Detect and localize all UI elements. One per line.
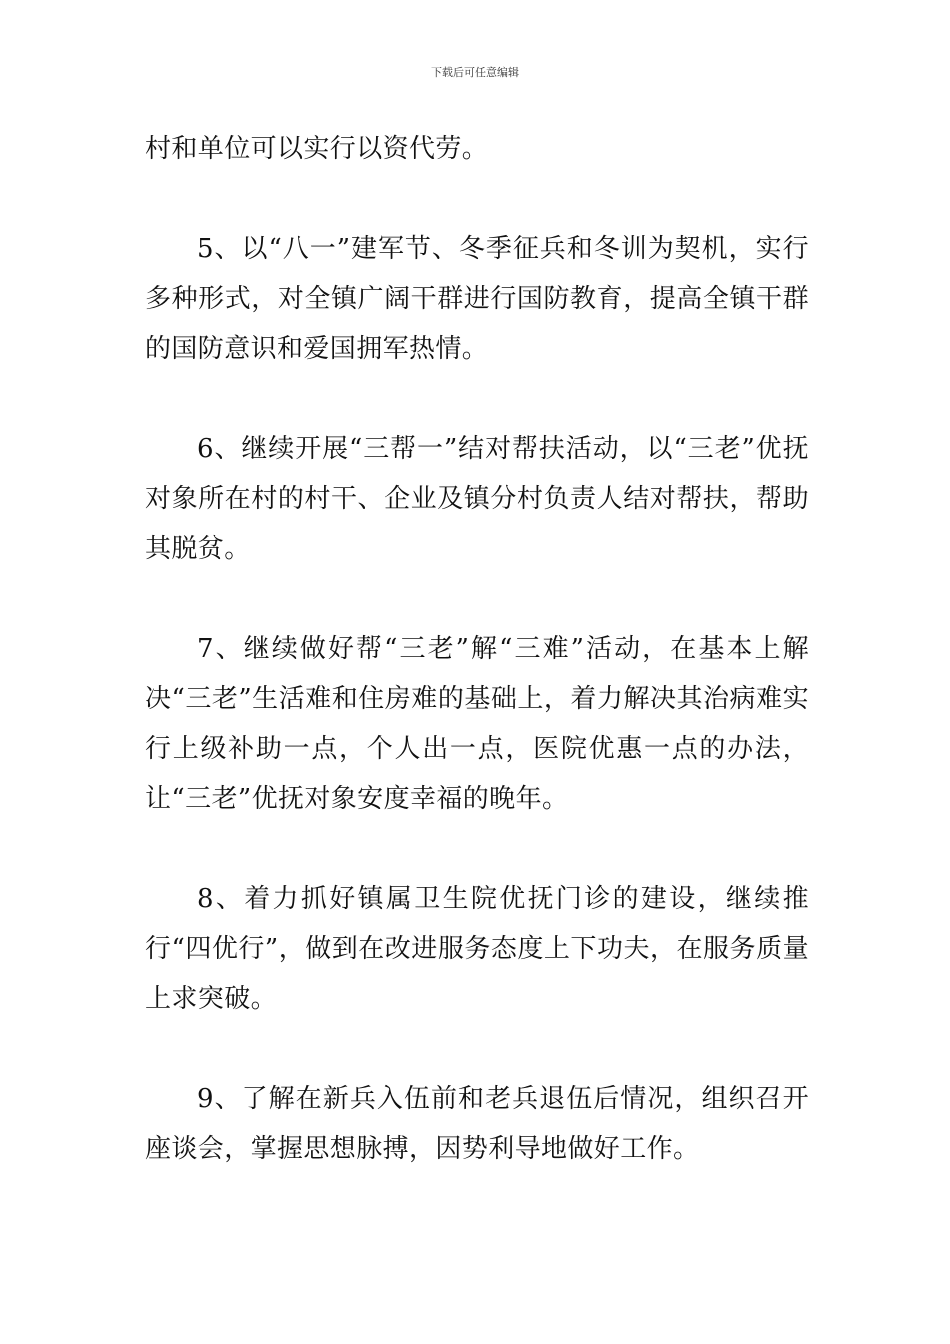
- page-header: 下载后可任意编辑: [431, 66, 519, 79]
- paragraph-item-6: 6、继续开展“三帮一”结对帮扶活动，以“三老”优抚对象所在村的村干、企业及镇分村负责人结对帮扶，帮助其脱贫。: [145, 434, 809, 564]
- paragraph-item-9: 9、了解在新兵入伍前和老兵退伍后情况，组织召开座谈会，掌握思想脉搏，因势利导地做好工作。: [145, 1084, 809, 1164]
- paragraph-item-8: 8、着力抓好镇属卫生院优抚门诊的建设，继续推行“四优行”，做到在改进服务态度上下功夫，在服务质量上求突破。: [145, 884, 809, 1014]
- paragraph-continuation: 村和单位可以实行以资代劳。: [145, 134, 489, 164]
- document-body: [145, 124, 809, 1224]
- paragraph-item-7: 7、继续做好帮“三老”解“三难”活动，在基本上解决“三老”生活难和住房难的基础上，着力解决其治病难实行上级补助一点，个人出一点，医院优惠一点的办法，让“三老”优抚对象安度幸福的晚年。: [145, 634, 809, 814]
- paragraph-item-5: 5、以“八一”建军节、冬季征兵和冬训为契机，实行多种形式，对全镇广阔干群进行国防教育，提高全镇干群的国防意识和爱国拥军热情。: [145, 234, 809, 364]
